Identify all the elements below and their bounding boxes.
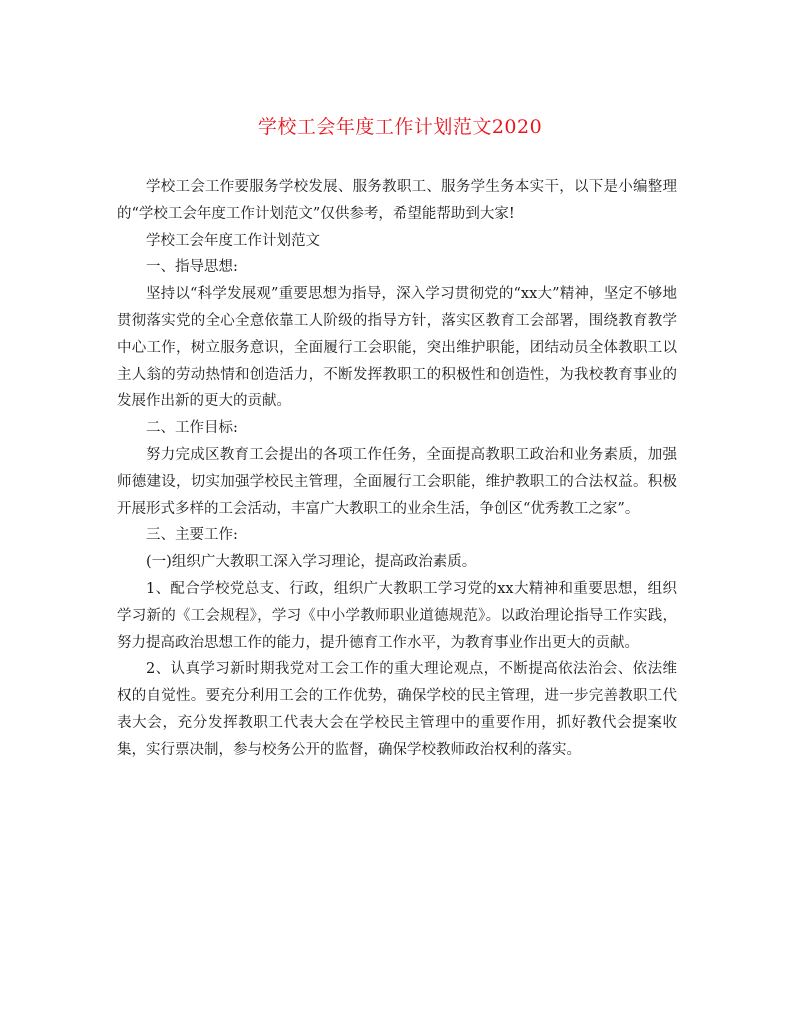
section-heading-work-goals: 二、工作目标: xyxy=(146,420,238,437)
main-work-item-2: 2、认真学习新时期我党对工会工作的重大理论观点，不断提高依法治会、依法维权的自觉性。要充分利用工会的工作优势，确保学校的民主管理，进一步完善教职工代表大会，充分发挥教职工代表大会在学校民主管理中的重要作用，抓好教代会提案收集，实行票决制，参与校务公开的监督，确保学校教师政治权利的落实。 xyxy=(117,661,677,758)
section-heading-main-work: 三、主要工作: xyxy=(146,527,238,544)
subtitle-paragraph: 学校工会年度工作计划范文 xyxy=(146,232,320,249)
section-heading-guiding-ideology: 一、指导思想: xyxy=(146,259,238,276)
intro-paragraph: 学校工会工作要服务学校发展、服务教职工、服务学生务本实干，以下是小编整理的“学校工会年度工作计划范文”仅供参考，希望能帮助到大家! xyxy=(117,179,677,222)
main-work-subheading-1: (一)组织广大教职工深入学习理论，提高政治素质。 xyxy=(146,554,477,571)
guiding-ideology-paragraph: 坚持以“科学发展观”重要思想为指导，深入学习贯彻党的“xx大”精神，坚定不够地贯彻落实党的全心全意依靠工人阶级的指导方针，落实区教育工会部署，围绕教育教学中心工作，树立服务意识，全面履行工会职能，突出维护职能，团结动员全体教职工以主人翁的劳动热情和创造活力，不断发挥教职工的积极性和创造性，为我校教育事业的发展作出新的更大的贡献。 xyxy=(117,286,677,410)
main-work-item-1: 1、配合学校党总支、行政，组织广大教职工学习党的xx大精神和重要思想，组织学习新的《工会规程》，学习《中小学教师职业道德规范》。以政治理论指导工作实践，努力提高政治思想工作的能力，提升德育工作水平，为教育事业作出更大的贡献。 xyxy=(117,580,677,651)
document-body xyxy=(117,174,677,764)
document-title: 学校工会年度工作计划范文2020 xyxy=(257,116,543,138)
work-goals-paragraph: 努力完成区教育工会提出的各项工作任务，全面提高教职工政治和业务素质，加强师德建设，切实加强学校民主管理，全面履行工会职能，维护教职工的合法权益。积极开展形式多样的工会活动，丰富广大教职工的业余生活，争创区“优秀教工之家”。 xyxy=(117,446,677,517)
